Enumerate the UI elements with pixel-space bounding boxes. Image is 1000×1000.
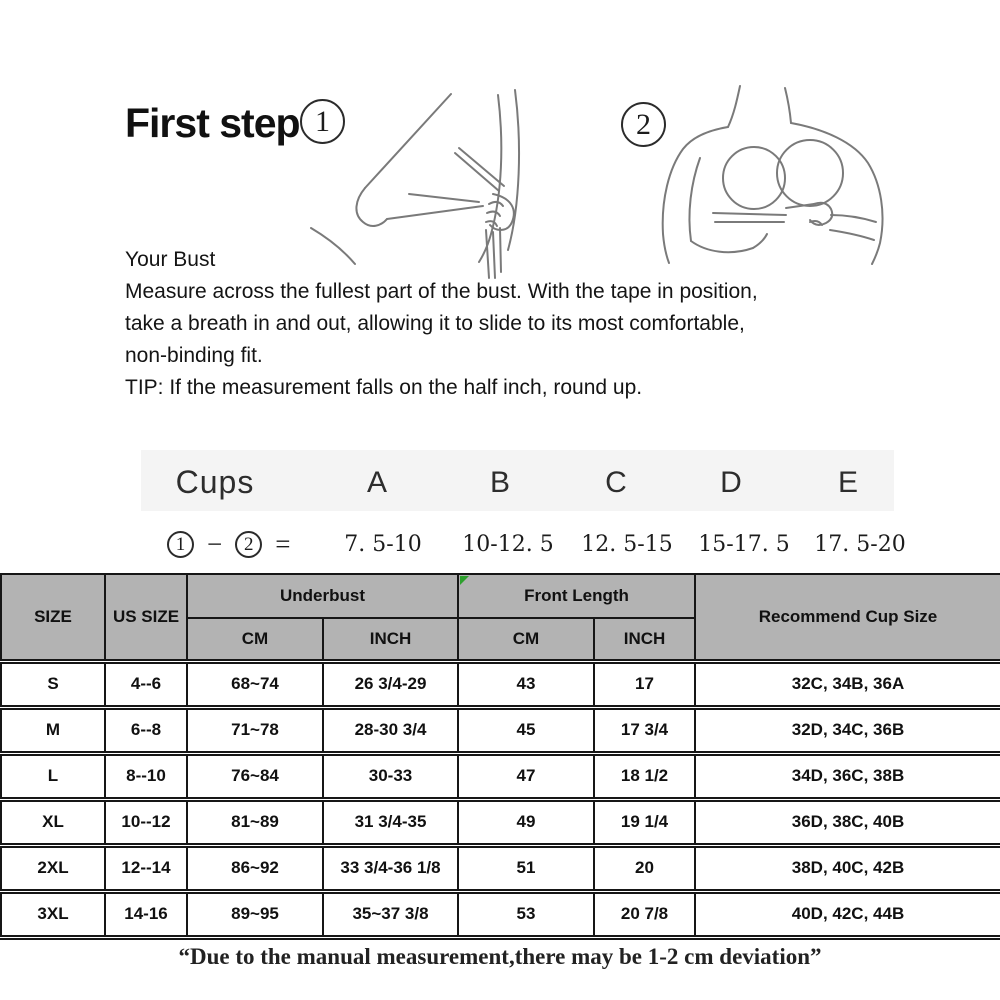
equation-step-2-badge [235,531,262,558]
col-header-frontlength-inch: INCH [594,618,695,661]
cell-recommend-cup: 36D, 38C, 40B [695,799,1000,845]
cell-size: XL [1,799,105,845]
cell-size: S [1,661,105,707]
cell-underbust-inch: 35~37 3/8 [323,891,458,937]
cell-frontlength-cm: 45 [458,707,594,753]
cell-size: M [1,707,105,753]
cell-us-size: 8--10 [105,753,187,799]
cell-size: L [1,753,105,799]
cell-us-size: 12--14 [105,845,187,891]
cell-frontlength-inch: 19 1/4 [594,799,695,845]
col-header-size: SIZE [1,574,105,661]
cup-letter-d: D [720,466,742,499]
cell-underbust-inch: 33 3/4-36 1/8 [323,845,458,891]
instructions-line-1: Measure across the fullest part of the bust. With the tape in position, [125,280,758,303]
cell-underbust-cm: 86~92 [187,845,323,891]
cell-us-size: 10--12 [105,799,187,845]
col-header-underbust-cm: CM [187,618,323,661]
cell-size: 2XL [1,845,105,891]
equation-step-1-number: 1 [175,533,186,555]
table-row-s [1,661,1000,707]
col-header-frontlength-cm: CM [458,618,594,661]
cell-underbust-inch: 31 3/4-35 [323,799,458,845]
cup-range-e: 17. 5-20 [814,532,906,557]
figure-2-drawing [638,72,910,267]
cup-range-b: 10-12. 5 [462,532,554,557]
cell-frontlength-cm: 51 [458,845,594,891]
cell-recommend-cup: 40D, 42C, 44B [695,891,1000,937]
instructions-subtitle: Your Bust [125,248,216,271]
cell-underbust-cm: 89~95 [187,891,323,937]
instructions-line-2: take a breath in and out, allowing it to slide to its most comfortable, [125,312,745,335]
page-title: First step [125,100,300,146]
equation-step-2-number: 2 [243,533,254,555]
cell-frontlength-inch: 17 [594,661,695,707]
table-row-3xl [1,891,1000,937]
cup-equation [167,529,290,560]
cup-letter-e: E [837,466,859,499]
equals-sign: = [275,529,291,559]
col-header-us-size: US SIZE [105,574,187,661]
cell-underbust-inch: 28-30 3/4 [323,707,458,753]
table-row-l [1,753,1000,799]
cup-letter-a: A [366,466,388,499]
step-1-number: 1 [315,104,330,138]
cell-recommend-cup: 32C, 34B, 36A [695,661,1000,707]
cup-letter-b: B [489,466,511,499]
cell-underbust-inch: 26 3/4-29 [323,661,458,707]
cell-underbust-cm: 71~78 [187,707,323,753]
cell-frontlength-inch: 18 1/2 [594,753,695,799]
cell-recommend-cup: 38D, 40C, 42B [695,845,1000,891]
cup-range-a: 7. 5-10 [344,532,422,557]
equation-step-1-badge [167,531,194,558]
table-row-m [1,707,1000,753]
green-corner-marker-icon [460,576,469,585]
deviation-note: “Due to the manual measurement,there may be 1-2 cm deviation” [178,944,822,969]
col-header-underbust: Underbust [187,574,458,618]
cell-frontlength-cm: 49 [458,799,594,845]
cup-letter-c: C [605,466,627,499]
cell-us-size: 6--8 [105,707,187,753]
cup-range-d: 15-17. 5 [698,532,790,557]
step-2-number: 2 [636,107,651,141]
cell-frontlength-cm: 53 [458,891,594,937]
cell-recommend-cup: 34D, 36C, 38B [695,753,1000,799]
cell-size: 3XL [1,891,105,937]
cell-underbust-cm: 76~84 [187,753,323,799]
col-header-underbust-inch: INCH [323,618,458,661]
cell-frontlength-inch: 20 7/8 [594,891,695,937]
cell-frontlength-cm: 47 [458,753,594,799]
size-table [0,573,1000,940]
cell-us-size: 4--6 [105,661,187,707]
cup-range-c: 12. 5-15 [581,532,673,557]
instructions-block [125,244,915,404]
instructions-tip: TIP: If the measurement falls on the half inch, round up. [125,376,643,399]
table-row-2xl [1,845,1000,891]
cell-recommend-cup: 32D, 34C, 36B [695,707,1000,753]
minus-sign: − [207,529,223,559]
measuring-front-view-illustration [638,72,910,267]
col-header-front-length: Front Length [458,574,695,618]
cell-underbust-inch: 30-33 [323,753,458,799]
cell-frontlength-inch: 20 [594,845,695,891]
table-row-xl [1,799,1000,845]
cups-label: Cups [175,464,255,500]
cell-underbust-cm: 81~89 [187,799,323,845]
cell-us-size: 14-16 [105,891,187,937]
instructions-line-3: non-binding fit. [125,344,263,367]
col-header-recommend-cup: Recommend Cup Size [695,574,1000,661]
cell-underbust-cm: 68~74 [187,661,323,707]
cell-frontlength-inch: 17 3/4 [594,707,695,753]
cell-frontlength-cm: 43 [458,661,594,707]
